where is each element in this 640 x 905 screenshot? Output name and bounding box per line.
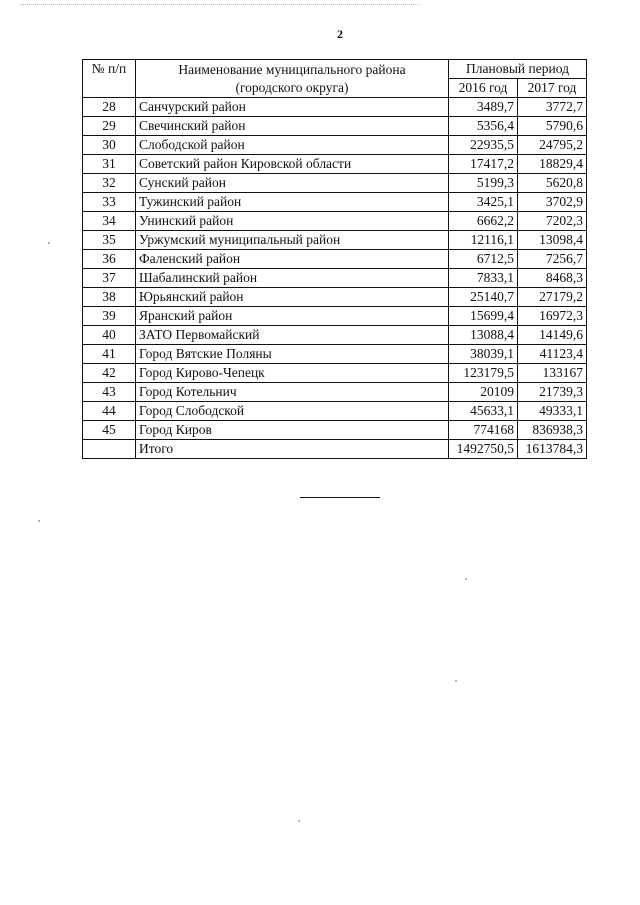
table-row bbox=[83, 383, 587, 402]
row-value-2016: 5356,4 bbox=[449, 117, 518, 136]
row-name: Уржумский муниципальный район bbox=[136, 231, 449, 250]
row-name: Сунский район bbox=[136, 174, 449, 193]
row-value-2017: 7256,7 bbox=[518, 250, 587, 269]
row-value-2016: 5199,3 bbox=[449, 174, 518, 193]
row-value-2016: 15699,4 bbox=[449, 307, 518, 326]
row-value-2016: 12116,1 bbox=[449, 231, 518, 250]
row-value-2016: 123179,5 bbox=[449, 364, 518, 383]
table-row bbox=[83, 174, 587, 193]
row-num: 43 bbox=[83, 383, 136, 402]
total-value-2016: 1492750,5 bbox=[449, 440, 518, 459]
row-name: Город Вятские Поляны bbox=[136, 345, 449, 364]
row-name: Юрьянский район bbox=[136, 288, 449, 307]
row-value-2016: 3489,7 bbox=[449, 98, 518, 117]
scan-speck bbox=[465, 578, 467, 580]
scan-speck bbox=[298, 820, 300, 822]
row-name: Город Слободской bbox=[136, 402, 449, 421]
row-num: 28 bbox=[83, 98, 136, 117]
total-row bbox=[83, 440, 587, 459]
row-value-2016: 7833,1 bbox=[449, 269, 518, 288]
row-value-2017: 21739,3 bbox=[518, 383, 587, 402]
row-name: Советский район Кировской области bbox=[136, 155, 449, 174]
row-name: Свечинский район bbox=[136, 117, 449, 136]
row-num: 30 bbox=[83, 136, 136, 155]
row-name: Слободской район bbox=[136, 136, 449, 155]
row-value-2016: 774168 bbox=[449, 421, 518, 440]
row-num: 32 bbox=[83, 174, 136, 193]
header-name-line1: Наименование муниципального района bbox=[178, 61, 406, 77]
row-name: Город Кирово-Чепецк bbox=[136, 364, 449, 383]
row-name: Шабалинский район bbox=[136, 269, 449, 288]
header-name bbox=[136, 60, 449, 98]
scan-speck bbox=[455, 680, 457, 682]
row-value-2017: 133167 bbox=[518, 364, 587, 383]
table-row bbox=[83, 250, 587, 269]
row-num: 45 bbox=[83, 421, 136, 440]
row-num: 39 bbox=[83, 307, 136, 326]
row-value-2017: 13098,4 bbox=[518, 231, 587, 250]
table-row bbox=[83, 117, 587, 136]
row-value-2016: 20109 bbox=[449, 383, 518, 402]
total-value-2017: 1613784,3 bbox=[518, 440, 587, 459]
header-row-1 bbox=[83, 60, 587, 79]
table-row bbox=[83, 155, 587, 174]
row-value-2016: 13088,4 bbox=[449, 326, 518, 345]
header-year-2016: 2016 год bbox=[449, 79, 518, 98]
table-row bbox=[83, 193, 587, 212]
row-name: Город Котельнич bbox=[136, 383, 449, 402]
scan-speck bbox=[48, 242, 50, 244]
table-header bbox=[83, 60, 587, 98]
row-value-2016: 25140,7 bbox=[449, 288, 518, 307]
municipal-budget-table bbox=[82, 59, 587, 459]
row-name: Фаленский район bbox=[136, 250, 449, 269]
table-body bbox=[83, 98, 587, 459]
header-period: Плановый период bbox=[449, 60, 587, 79]
header-year-2017: 2017 год bbox=[518, 79, 587, 98]
row-num: 41 bbox=[83, 345, 136, 364]
header-name-line2: (городского округа) bbox=[235, 79, 349, 95]
row-value-2017: 5620,8 bbox=[518, 174, 587, 193]
row-value-2016: 6712,5 bbox=[449, 250, 518, 269]
row-name: ЗАТО Первомайский bbox=[136, 326, 449, 345]
table-row bbox=[83, 212, 587, 231]
table-row bbox=[83, 136, 587, 155]
table-row bbox=[83, 345, 587, 364]
row-value-2017: 16972,3 bbox=[518, 307, 587, 326]
row-value-2017: 27179,2 bbox=[518, 288, 587, 307]
top-edge-rule bbox=[20, 4, 420, 5]
row-num: 35 bbox=[83, 231, 136, 250]
table-row bbox=[83, 421, 587, 440]
row-value-2016: 38039,1 bbox=[449, 345, 518, 364]
row-num: 42 bbox=[83, 364, 136, 383]
row-num: 29 bbox=[83, 117, 136, 136]
row-value-2016: 17417,2 bbox=[449, 155, 518, 174]
row-value-2016: 3425,1 bbox=[449, 193, 518, 212]
page-number: 2 bbox=[337, 27, 343, 41]
row-value-2017: 41123,4 bbox=[518, 345, 587, 364]
table-row bbox=[83, 402, 587, 421]
row-name: Яранский район bbox=[136, 307, 449, 326]
total-num bbox=[83, 440, 136, 459]
row-value-2017: 5790,6 bbox=[518, 117, 587, 136]
row-value-2017: 7202,3 bbox=[518, 212, 587, 231]
row-value-2016: 22935,5 bbox=[449, 136, 518, 155]
row-num: 37 bbox=[83, 269, 136, 288]
table-row bbox=[83, 307, 587, 326]
total-label: Итого bbox=[136, 440, 449, 459]
row-value-2017: 836938,3 bbox=[518, 421, 587, 440]
row-num: 40 bbox=[83, 326, 136, 345]
table-row bbox=[83, 326, 587, 345]
row-name: Санчурский район bbox=[136, 98, 449, 117]
row-value-2017: 18829,4 bbox=[518, 155, 587, 174]
row-num: 31 bbox=[83, 155, 136, 174]
row-value-2016: 45633,1 bbox=[449, 402, 518, 421]
row-num: 33 bbox=[83, 193, 136, 212]
row-value-2017: 8468,3 bbox=[518, 269, 587, 288]
table-row bbox=[83, 269, 587, 288]
scan-speck bbox=[38, 520, 40, 522]
row-name: Унинский район bbox=[136, 212, 449, 231]
header-num: № п/п bbox=[83, 60, 136, 98]
table-row bbox=[83, 288, 587, 307]
row-value-2017: 24795,2 bbox=[518, 136, 587, 155]
row-name: Город Киров bbox=[136, 421, 449, 440]
row-num: 34 bbox=[83, 212, 136, 231]
row-num: 38 bbox=[83, 288, 136, 307]
row-value-2017: 3772,7 bbox=[518, 98, 587, 117]
row-value-2017: 49333,1 bbox=[518, 402, 587, 421]
row-num: 36 bbox=[83, 250, 136, 269]
table-row bbox=[83, 231, 587, 250]
row-num: 44 bbox=[83, 402, 136, 421]
table-row bbox=[83, 98, 587, 117]
row-name: Тужинский район bbox=[136, 193, 449, 212]
row-value-2017: 14149,6 bbox=[518, 326, 587, 345]
row-value-2017: 3702,9 bbox=[518, 193, 587, 212]
row-value-2016: 6662,2 bbox=[449, 212, 518, 231]
table-row bbox=[83, 364, 587, 383]
end-rule bbox=[300, 497, 380, 498]
